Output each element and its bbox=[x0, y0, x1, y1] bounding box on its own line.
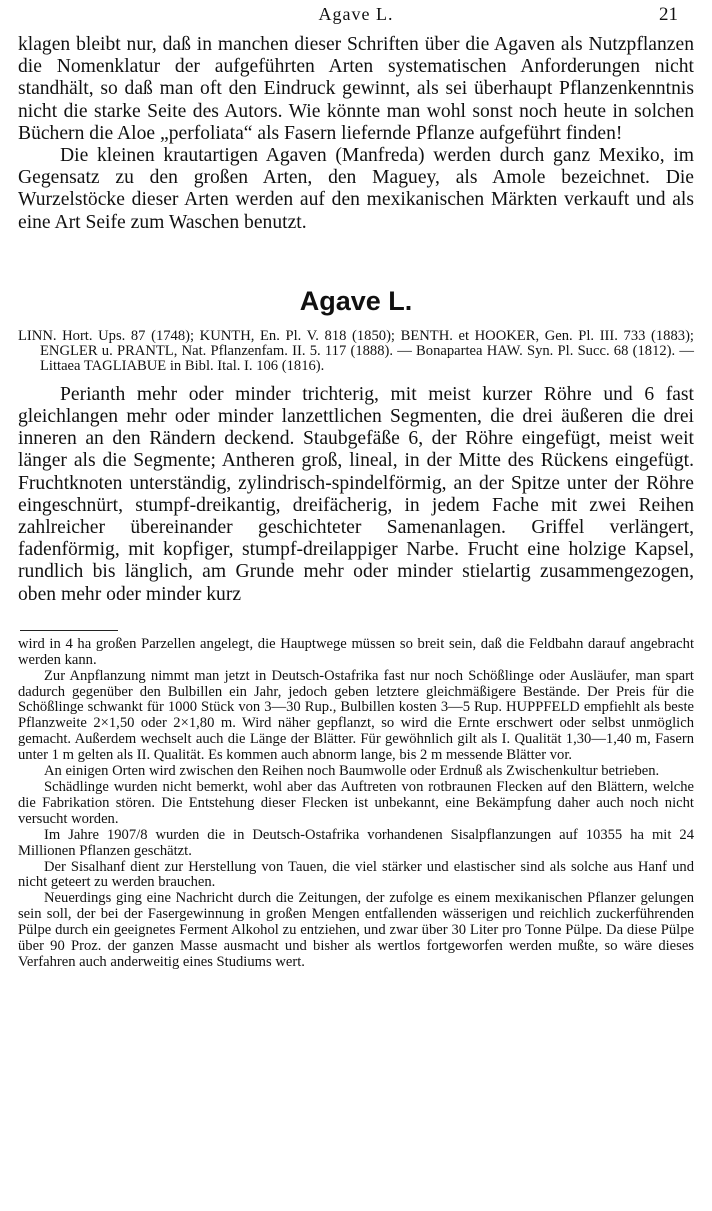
footnote-paragraph: Schädlinge wurden nicht bemerkt, wohl aber das Auftreten von rotbraunen Flecken auf den Blättern, welche die Fabrikation stören. Die Entstehung dieser Flecken ist unbekannt, eine Bekämpfung daher auch noch nicht versucht worden. bbox=[18, 779, 694, 827]
footnote-paragraph: Im Jahre 1907/8 wurden die in Deutsch-Ostafrika vorhandenen Sisalpflanzungen auf 10355 ha mit 24 Millionen Pflanzen geschätzt. bbox=[18, 826, 694, 859]
running-head bbox=[18, 0, 694, 34]
footnote-divider bbox=[20, 630, 118, 631]
footnote-paragraph: wird in 4 ha großen Parzellen angelegt, die Hauptwege müssen so breit sein, daß die Feldbahn darauf angebracht werden kann. bbox=[18, 635, 694, 668]
section-heading: Agave L. bbox=[299, 285, 413, 316]
page-number: 21 bbox=[659, 4, 678, 25]
intro-paragraph: Die kleinen krautartigen Agaven (Manfreda) werden durch ganz Mexiko, im Gegensatz zu den großen Arten, den Maguey, als Amole bezeichnet. Die Wurzelstöcke dieser Arten werden auf den mexikanischen Märkten verkauft und als eine Art Seife zum Waschen benutzt. bbox=[18, 145, 694, 233]
footnote-paragraph: Neuerdings ging eine Nachricht durch die Zeitungen, der zufolge es einem mexikanischen Pflanzer gelungen sein soll, der bei der Fasergewinnung in großen Mengen entfallenden wässerigen und reichlich zuckerführenden Pülpe durch ein geeignetes Ferment Alkohol zu entziehen, und zwar über 30 Liter pro Tonne Pülpe. Da diese Pülpe über 90 Proz. der ganzen Masse ausmacht und bisher als wertlos fortgeworfen werden mußte, so wäre dieses Verfahren auch anderweitig eines Studiums wert. bbox=[18, 890, 694, 970]
footnote-paragraph: Zur Anpflanzung nimmt man jetzt in Deutsch-Ostafrika fast nur noch Schößlinge oder Ausläufer, man spart dadurch gegenüber den Bulbillen ein Jahr, jedoch geben letztere gleichmäßigere Bestände. Der Preis für die Schößlinge schwankt für 1000 Stück von 3—30 Rup., Bulbillen kosten 3—5 Rup. HUPPFELD empfiehlt als beste Pflanzweite 2×1,50 oder 2×1,80 m. Wird näher gepflanzt, so wird die Ernte erschwert oder selbst unmöglich gemacht. Außerdem wechselt auch die Länge der Blätter. Für gewöhnlich gilt als I. Qualität 1,30—1,40 m, Fasern unter 1 m gelten als II. Qualität. Es kommen auch abnorm lange, bis 2 m messende Blätter vor. bbox=[18, 667, 694, 764]
footnote-paragraph: Der Sisalhanf dient zur Herstellung von Tauen, die viel stärker und elastischer sind als solche aus Hanf und nicht geteert zu werden brauchen. bbox=[18, 858, 694, 891]
footnotes bbox=[18, 637, 694, 971]
genus-description: Perianth mehr oder minder trichterig, mit meist kurzer Röhre und 6 fast gleichlangen mehr oder minder lanzettlichen Segmenten, die drei äußeren die drei inneren an den Rändern deckend. Staubgefäße 6, der Röhre eingefügt, meist weit länger als die Segmente; Antheren groß, lineal, in der Mitte des Rückens eingefügt. Fruchtknoten unterständig, zylindrisch-spindelförmig, an der Spitze unter der Röhre eingeschnürt, stumpf-dreikantig, dreifächerig, in jedem Fache mit zwei Reihen zahlreicher übereinander geschichteter Samenanlagen. Griffel verlängert, fadenförmig, mit kopfiger, stumpf-dreilappiger Narbe. Frucht eine holzige Kapsel, rundlich bis länglich, am Grunde mehr oder minder stielartig zusammengezogen, oben mehr oder minder kurz bbox=[18, 383, 694, 605]
running-title: Agave L. bbox=[318, 4, 394, 24]
footnote-paragraph: An einigen Orten wird zwischen den Reihen noch Baumwolle oder Erdnuß als Zwischenkultur betrieben. bbox=[44, 763, 660, 780]
nomenclature-citation: LINN. Hort. Ups. 87 (1748); KUNTH, En. Pl. V. 818 (1850); BENTH. et HOOKER, Gen. Pl. III. 733 (1883); ENGLER u. PRANTL, Nat. Pflanzenfam. II. 5. 117 (1888). — Bonapartea HAW. Syn. Pl. Succ. 68 (1812). — Littaea TAGLIABUE in Bibl. Ital. I. 106 (1816). bbox=[18, 327, 694, 374]
intro-paragraph: klagen bleibt nur, daß in manchen dieser Schriften über die Agaven als Nutzpflanzen die Nomenklatur der aufgeführten Arten systematischen Anforderungen nicht standhält, so daß man oft den Eindruck gewinnt, als sei überhaupt Pflanzenkenntnis nicht die starke Seite des Autors. Wie könnte man wohl sonst noch heute in solchen Büchern die Aloe „perfoliata“ als Fasern liefernde Pflanze aufgeführt finden! bbox=[18, 34, 694, 144]
intro-text bbox=[18, 34, 694, 234]
